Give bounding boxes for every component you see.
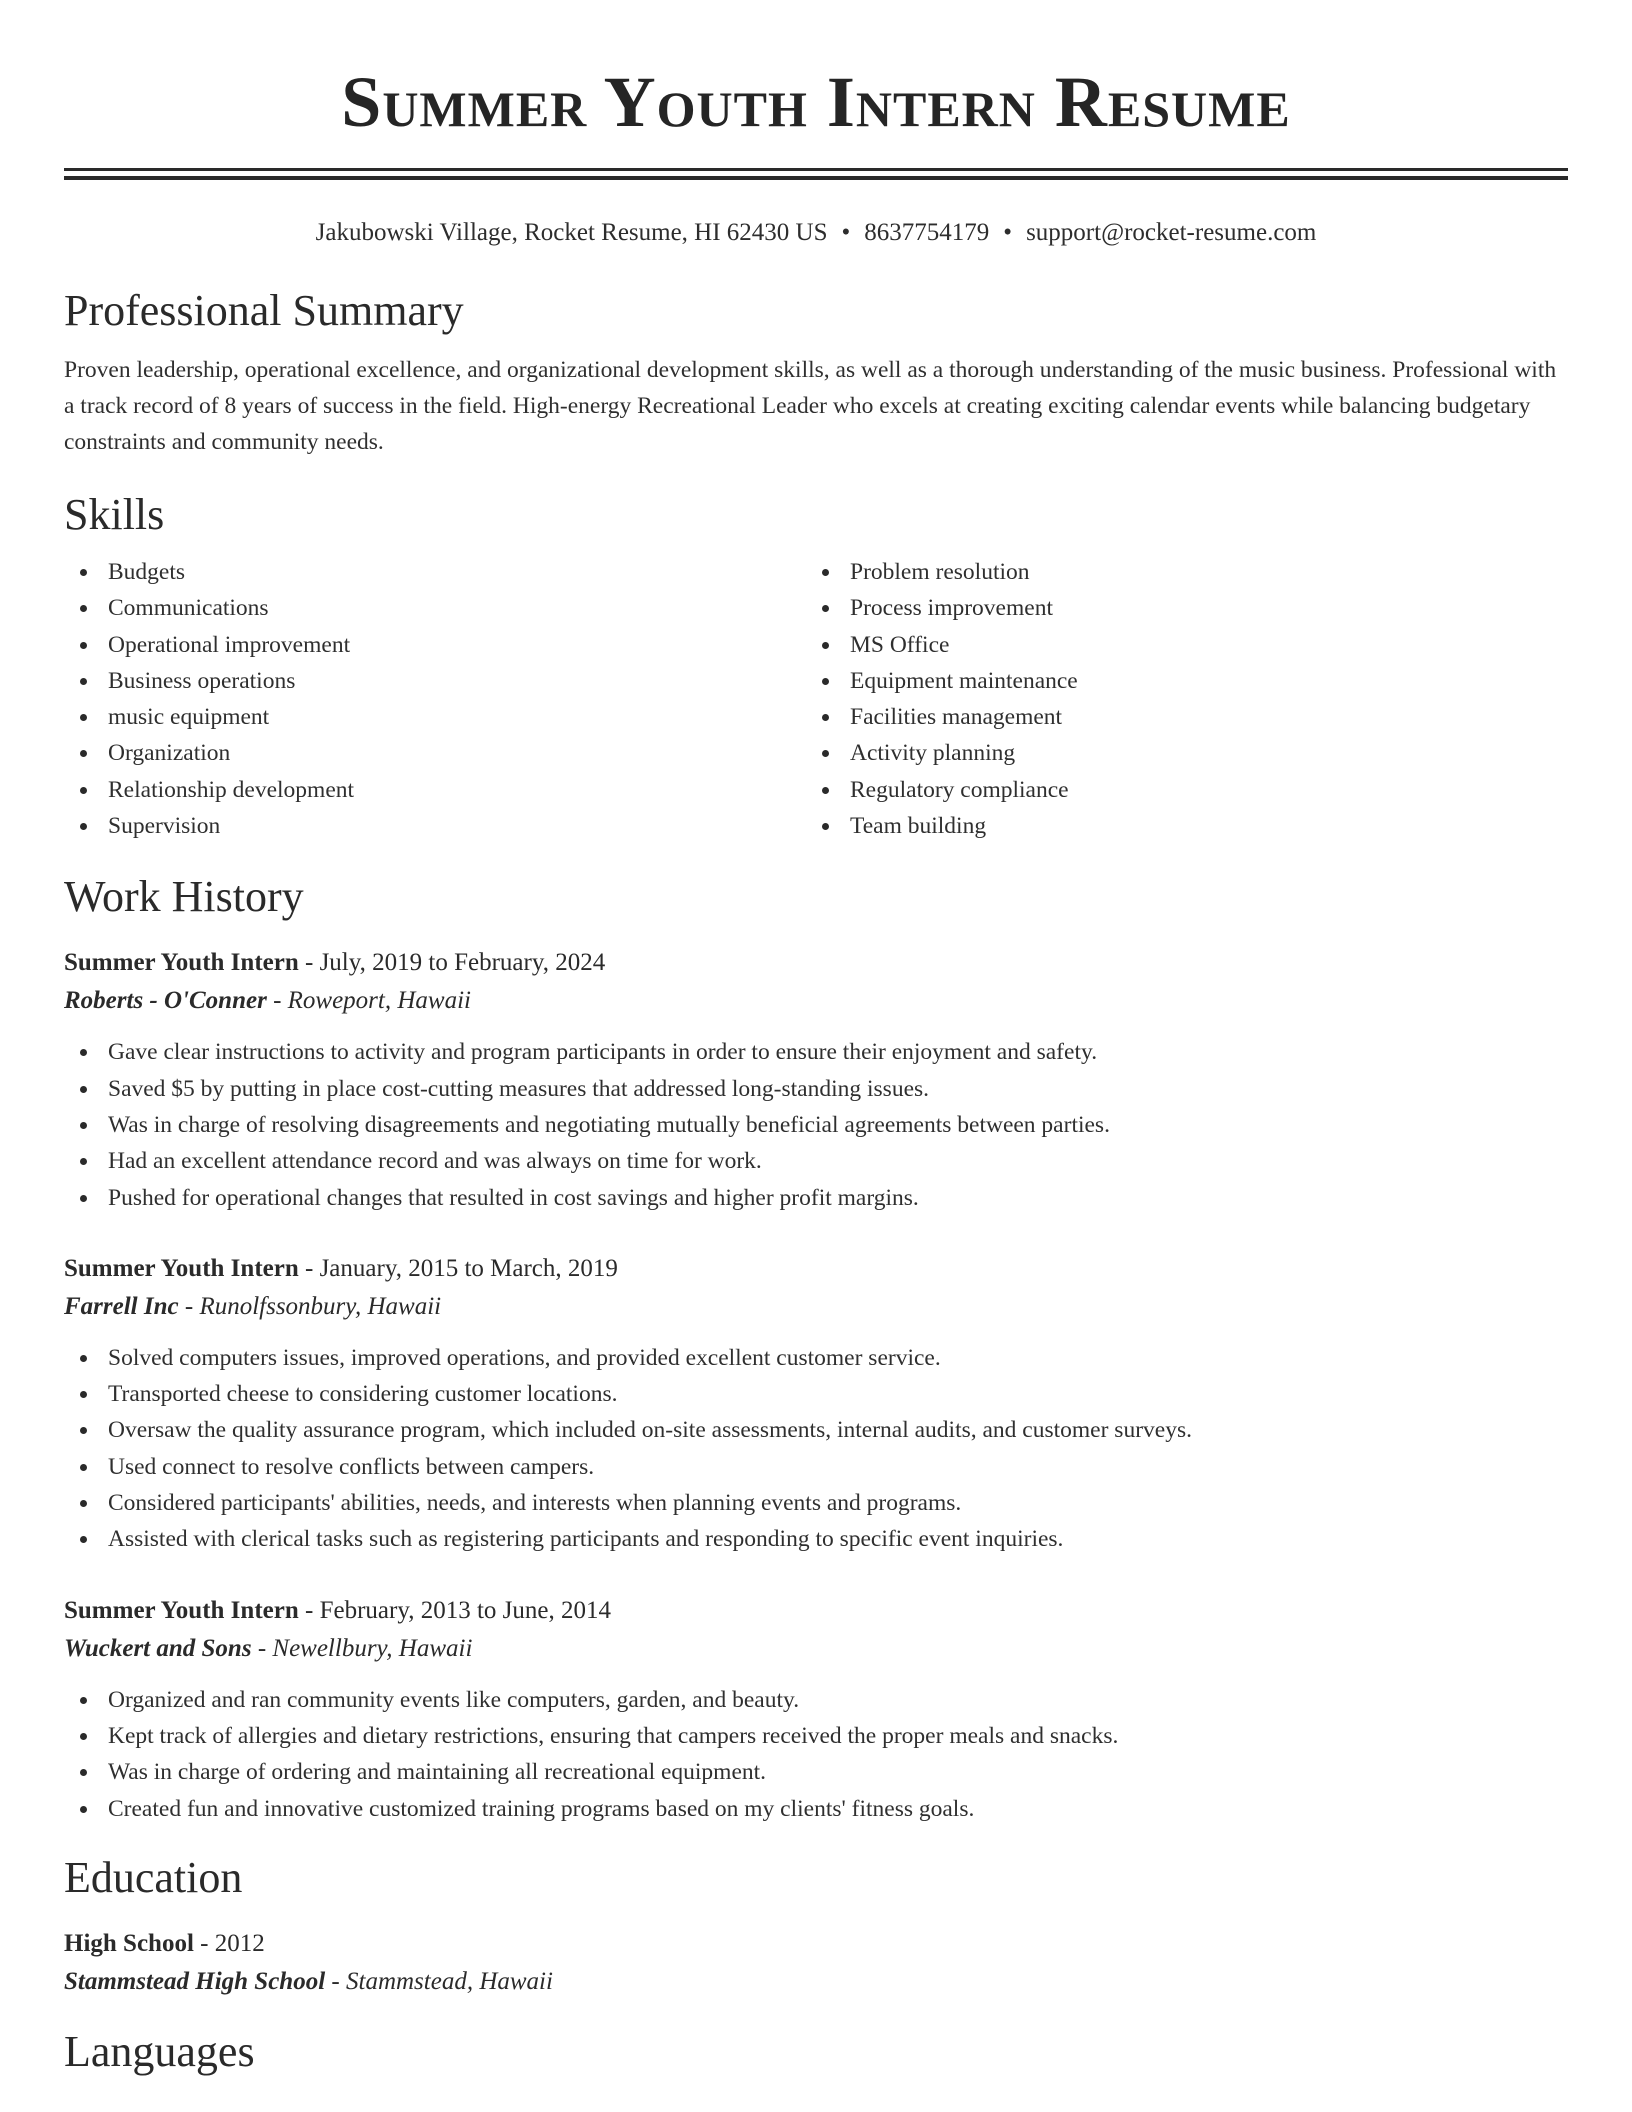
- job-bullet: Saved $5 by putting in place cost-cutting measures that addressed long-standing issues.: [64, 1071, 1568, 1107]
- resume-title: Summer Youth Intern Resume: [341, 62, 1291, 142]
- job-company: Farrell Inc: [64, 1292, 179, 1320]
- contact-separator: •: [1003, 219, 1013, 246]
- education-degree: High School: [64, 1929, 194, 1957]
- job-dates: July, 2019 to February, 2024: [319, 949, 606, 977]
- education-location: Stammstead, Hawaii: [346, 1967, 553, 1995]
- education-degree-line: High School - 2012: [64, 1929, 265, 1957]
- job-bullet: Gave clear instructions to activity and program participants in order to ensure their enjoyment and safety.: [64, 1034, 1568, 1070]
- contact-phone: 8637754179: [864, 219, 990, 246]
- contact-separator: •: [841, 219, 851, 246]
- job-bullet: Solved computers issues, improved operations, and provided excellent customer service.: [64, 1340, 1568, 1376]
- skill-item: Process improvement: [806, 590, 1548, 626]
- skill-item: Organization: [64, 735, 806, 771]
- contact-address: Jakubowski Village, Rocket Resume, HI 62430 US: [315, 219, 828, 246]
- contact-email: support@rocket-resume.com: [1026, 219, 1317, 246]
- job-bullet: Transported cheese to considering customer locations.: [64, 1376, 1568, 1412]
- job-bullet: Was in charge of ordering and maintaining all recreational equipment.: [64, 1754, 1568, 1790]
- job-company: Wuckert and Sons: [64, 1634, 252, 1662]
- skill-item: Activity planning: [806, 735, 1548, 771]
- job-bullet: Organized and ran community events like computers, garden, and beauty.: [64, 1682, 1568, 1718]
- job-bullet: Assisted with clerical tasks such as registering participants and responding to specific event inquiries.: [64, 1521, 1568, 1557]
- skill-item: Regulatory compliance: [806, 772, 1548, 808]
- skill-item: Communications: [64, 590, 806, 626]
- job-dates: January, 2015 to March, 2019: [319, 1254, 618, 1282]
- job-company-line: Wuckert and Sons - Newellbury, Hawaii: [64, 1634, 473, 1662]
- job-location: Roweport, Hawaii: [287, 987, 471, 1015]
- skills-list: [64, 554, 1568, 844]
- education-school-line: Stammstead High School - Stammstead, Hawaii: [64, 1967, 553, 1995]
- skill-item: Business operations: [64, 663, 806, 699]
- job-title-line: Summer Youth Intern - January, 2015 to March, 2019: [64, 1254, 618, 1282]
- summary-text: Proven leadership, operational excellence, and organizational development skills, as well as a thorough understanding of the music business. Professional with a track record of 8 years of success in the field. High-energy Recreational Leader who excels at creating exciting calendar events while balancing budgetary constraints and community needs.: [64, 357, 1557, 455]
- job-bullets: [64, 1340, 1568, 1558]
- skill-item: Operational improvement: [64, 627, 806, 663]
- education-year: 2012: [214, 1929, 265, 1957]
- job-title: Summer Youth Intern: [64, 949, 299, 977]
- skill-item: music equipment: [64, 699, 806, 735]
- job-bullet: Was in charge of resolving disagreements and negotiating mutually beneficial agreements between parties.: [64, 1107, 1568, 1143]
- job-bullet: Oversaw the quality assurance program, which included on-site assessments, internal audits, and customer surveys.: [64, 1412, 1568, 1448]
- job-dates: February, 2013 to June, 2014: [319, 1596, 611, 1624]
- education-entry: [64, 1925, 1568, 2001]
- job-company: Roberts - O'Conner: [64, 987, 267, 1015]
- job-bullet: Kept track of allergies and dietary restrictions, ensuring that campers received the proper meals and snacks.: [64, 1718, 1568, 1754]
- skill-item: Team building: [806, 808, 1548, 844]
- education-school: Stammstead High School: [64, 1967, 326, 1995]
- job-bullet: Created fun and innovative customized training programs based on my clients' fitness goals.: [64, 1791, 1568, 1827]
- skill-item: Equipment maintenance: [806, 663, 1548, 699]
- job-entry: [64, 1592, 1568, 1827]
- skill-item: Relationship development: [64, 772, 806, 808]
- job-entry: [64, 1250, 1568, 1558]
- job-title: Summer Youth Intern: [64, 1254, 299, 1282]
- skill-item: Budgets: [64, 554, 806, 590]
- resume-page: [64, 0, 1568, 2077]
- skill-item: Problem resolution: [806, 554, 1548, 590]
- job-title-line: Summer Youth Intern - July, 2019 to February, 2024: [64, 949, 606, 977]
- skill-item: MS Office: [806, 627, 1548, 663]
- job-bullets: [64, 1034, 1568, 1215]
- job-bullet: Had an excellent attendance record and was always on time for work.: [64, 1143, 1568, 1179]
- languages-heading: Languages: [64, 2026, 255, 2076]
- job-bullet: Used connect to resolve conflicts between campers.: [64, 1449, 1568, 1485]
- job-title-line: Summer Youth Intern - February, 2013 to June, 2014: [64, 1596, 611, 1624]
- job-bullet: Considered participants' abilities, needs, and interests when planning events and programs.: [64, 1485, 1568, 1521]
- skill-item: Supervision: [64, 808, 806, 844]
- contact-line: [64, 216, 1568, 250]
- work-history-heading: Work History: [64, 872, 304, 922]
- title-divider: [64, 168, 1568, 180]
- job-location: Runolfssonbury, Hawaii: [199, 1292, 442, 1320]
- education-heading: Education: [64, 1852, 243, 1902]
- skills-column-left: [64, 554, 806, 844]
- job-location: Newellbury, Hawaii: [272, 1634, 473, 1662]
- skills-column-right: [806, 554, 1548, 844]
- job-company-line: Roberts - O'Conner - Roweport, Hawaii: [64, 987, 471, 1015]
- skill-item: Facilities management: [806, 699, 1548, 735]
- job-bullet: Pushed for operational changes that resulted in cost savings and higher profit margins.: [64, 1180, 1568, 1216]
- job-company-line: Farrell Inc - Runolfssonbury, Hawaii: [64, 1292, 442, 1320]
- summary-heading: Professional Summary: [64, 286, 464, 335]
- job-bullets: [64, 1682, 1568, 1827]
- job-entry: [64, 944, 1568, 1215]
- job-title: Summer Youth Intern: [64, 1596, 299, 1624]
- skills-heading: Skills: [64, 490, 165, 539]
